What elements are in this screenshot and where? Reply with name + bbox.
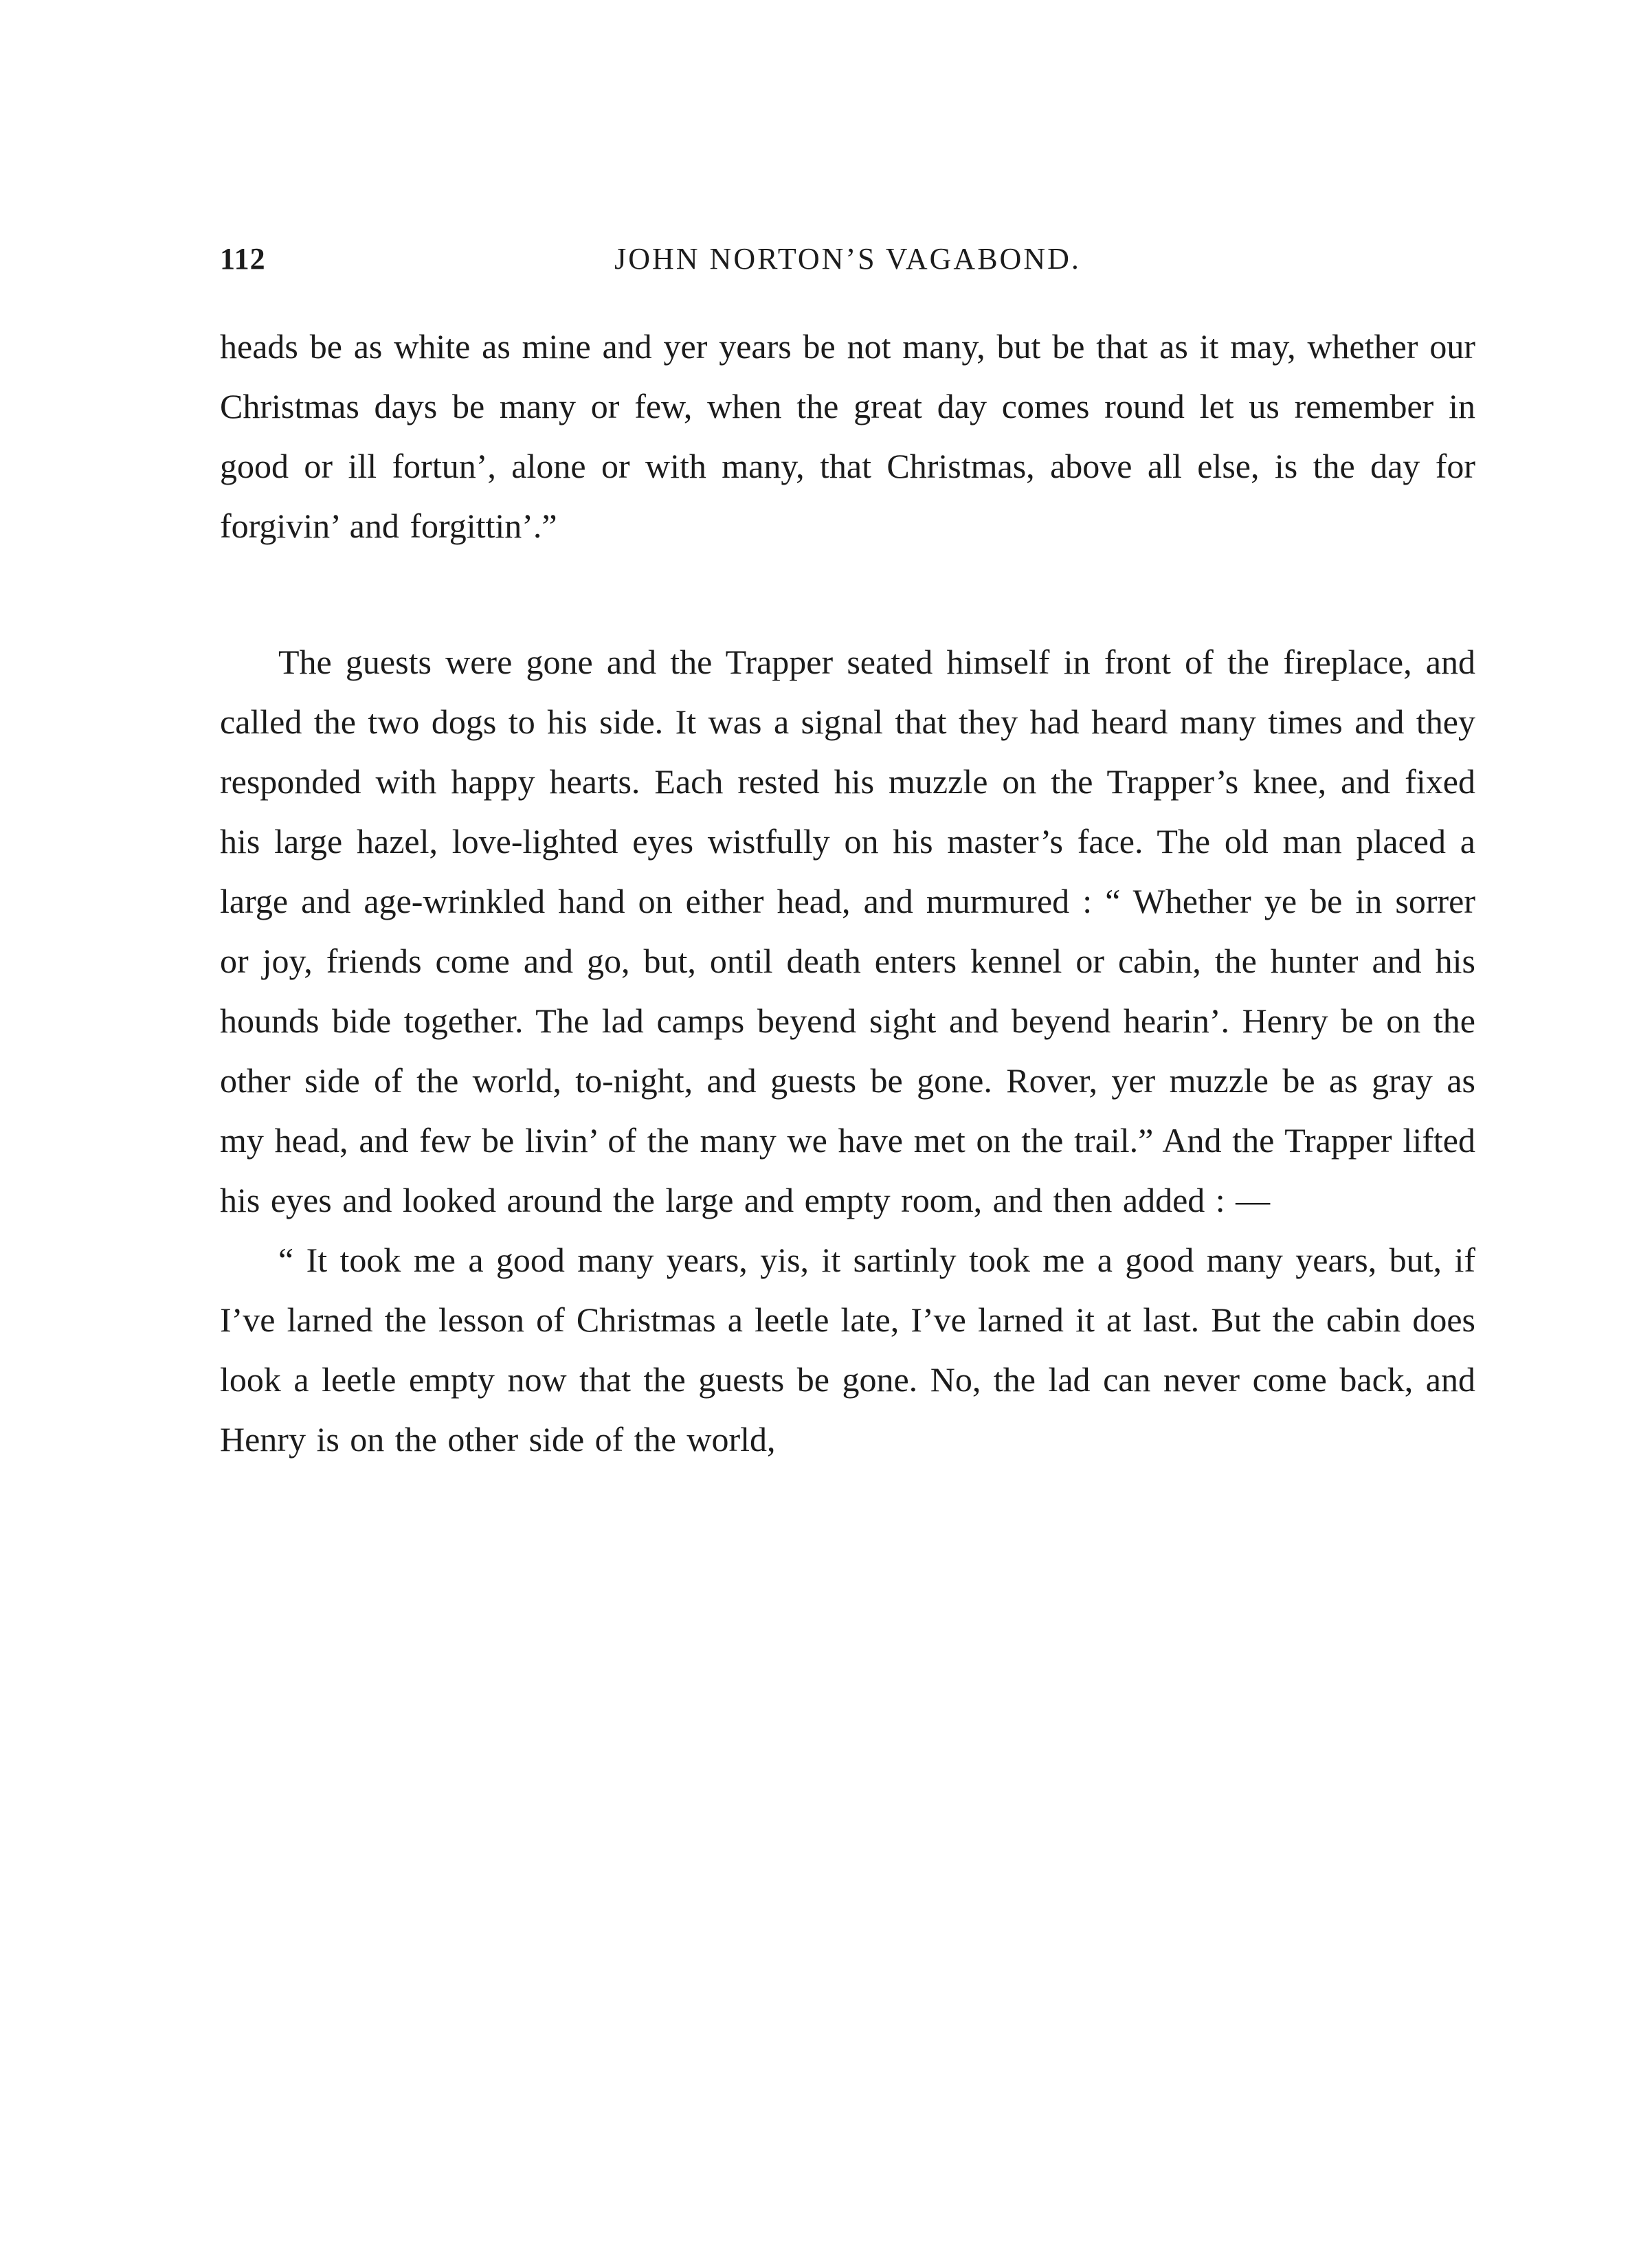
page-number: 112 [220,242,266,276]
paragraph: “ It took me a good many years, yis, it sartinly took me a good many years, but, if I’ve larned the lesson of Christmas a leetle late, I’ve larned it at last. But the cabin does look a leetle empty now that the guests be gone. No, the lad can never come back, and Henry is on the other side of the world, [220,1241,1475,1459]
running-title: JOHN NORTON’S VAGABOND. [614,242,1081,276]
section-break [220,556,1475,632]
body-text [220,317,1475,1470]
paragraph: The guests were gone and the Trapper seated himself in front of the fireplace, and called the two dogs to his side. It was a signal that they had heard many times and they responded with happy hearts. Each rested his muzzle on the Trapper’s knee, and fixed his large hazel, love-lighted eyes wistfully on his master’s face. The old man placed a large and age-wrinkled hand on either head, and murmured : “ Whether ye be in sorrer or joy, friends come and go, but, ontil death enters kennel or cabin, the hunter and his hounds bide together. The lad camps beyend sight and beyend hearin’. Henry be on the other side of the world, to-night, and guests be gone. Rover, yer muzzle be as gray as my head, and few be livin’ of the many we have met on the trail.” And the Trapper lifted his eyes and looked around the large and empty room, and then added : — [220,643,1475,1219]
running-header [220,237,1475,281]
paragraph-continuation: heads be as white as mine and yer years be not many, but be that as it may, whether our Christmas days be many or few, when the great day comes round let us remember in good or ill fortun’, alone or with many, that Christmas, above all else, is the day for forgivin’ and forgittin’.” [220,327,1475,545]
